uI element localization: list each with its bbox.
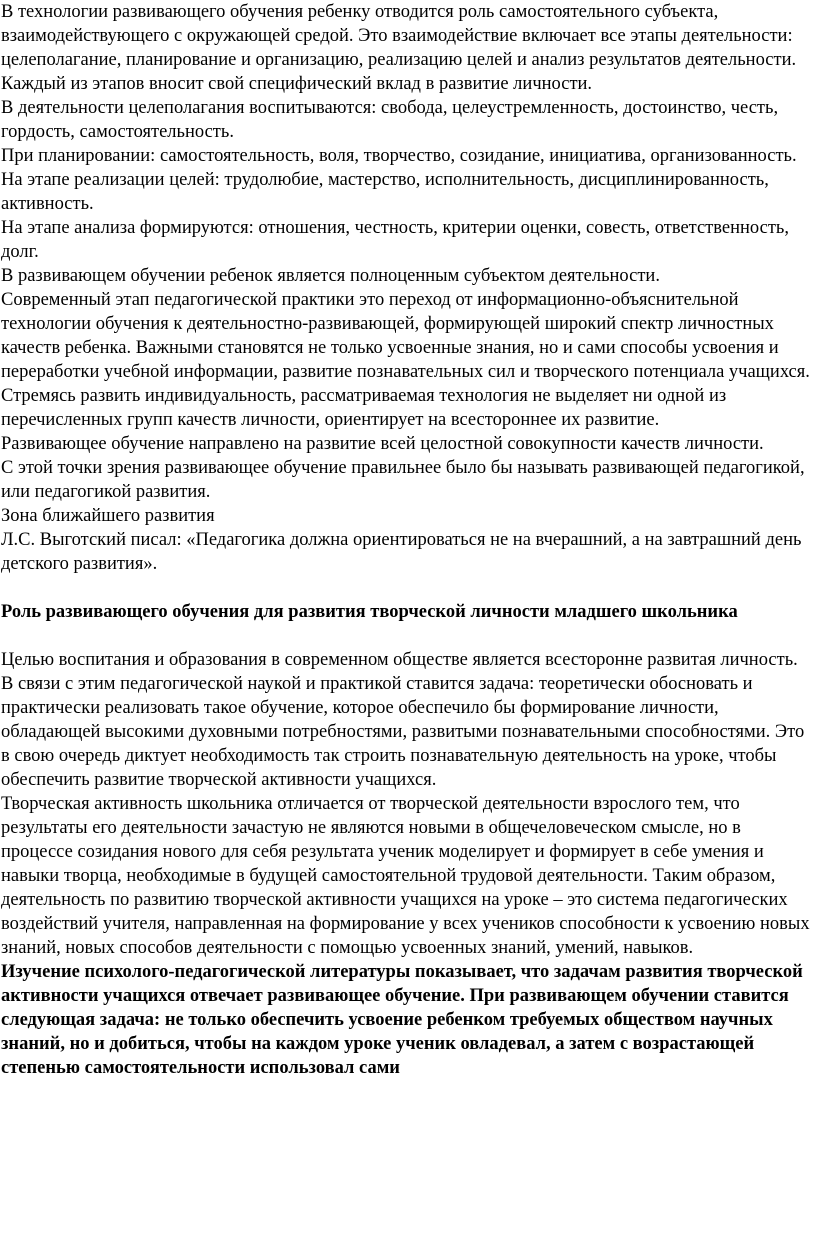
paragraph: Современный этап педагогической практики это переход от информационно-объяснительной технологии обучения к деятельностно-развивающей, формирующей широкий спектр личностных качеств ребенка. Важными становятся не только усвоенные знания, но и сами способы усвоения и переработки учебной информации, развитие познавательных сил и творческого потенциала учащихся. [1,290,810,382]
paragraph-emphasis: Изучение психолого-педагогической литературы показывает, что задачам развития творческой активности учащихся отвечает развивающее обучение. При развивающем обучении ставится следующая задача: не только обеспечить усвоение ребенком требуемых обществом научных знаний, но и добиться, чтобы на каждом уроке ученик овладевал, а затем с возрастающей степенью самостоятельности использовал сами [1,962,803,1078]
paragraph: Целью воспитания и образования в современном обществе является всесторонне развитая личность. В связи с этим педагогической наукой и практикой ставится задача: теоретически обосновать и практически реализовать такое обучение, которое обеспечило бы формирование личности, обладающей высокими духовными потребностями, развитыми познавательными способностями. Это в свою очередь диктует необходимость так строить познавательную деятельность на уроке, чтобы обеспечить развитие творческой активности учащихся. [1,650,805,790]
paragraph: Творческая активность школьника отличается от творческой деятельности взрослого тем, что результаты его деятельности зачастую не являются новыми в общечеловеческом смысле, но в процессе созидания нового для себя результата ученик моделирует и формирует в себе умения и навыки творца, необходимые в будущей самостоятельной трудовой деятельности. Таким образом, деятельность по развитию творческой активности учащихся на уроке – это система педагогических воздействий учителя, направленная на формирование у всех учеников способности к усвоению новых знаний, новых способов деятельности с помощью усвоенных знаний, умений, навыков. [1,794,810,958]
paragraph: В технологии развивающего обучения ребенку отводится роль самостоятельного субъекта, взаимодействующего с окружающей средой. Это взаимодействие включает все этапы деятельности: целеполагание, планирование и организацию, реализацию целей и анализ результатов деятельности. Каждый из этапов вносит свой специфический вклад в развитие личности. [1,2,797,94]
paragraph: Стремясь развить индивидуальность, рассматриваемая технология не выделяет ни одной из перечисленных групп качеств личности, ориентирует на всестороннее их развитие. [1,386,727,430]
section-heading: Роль развивающего обучения для развития творческой личности младшего школьника [1,602,738,622]
paragraph: Л.С. Выготский писал: «Педагогика должна ориентироваться не на вчерашний, а на завтрашний день детского развития». [1,530,802,574]
paragraph: При планировании: самостоятельность, воля, творчество, созидание, инициатива, организованность. [1,146,797,166]
paragraph: В деятельности целеполагания воспитываются: свобода, целеустремленность, достоинство, честь, гордость, самостоятельность. [1,98,779,142]
paragraph: С этой точки зрения развивающее обучение правильнее было бы называть развивающей педагогикой, или педагогикой развития. [1,458,805,502]
paragraph: В развивающем обучении ребенок является полноценным субъектом деятельности. [1,266,660,286]
paragraph: Развивающее обучение направлено на развитие всей целостной совокупности качеств личности. [1,434,764,454]
paragraph: Зона ближайшего развития [1,506,215,526]
spacer [1,576,810,600]
paragraph: На этапе реализации целей: трудолюбие, мастерство, исполнительность, дисциплинированность, активность. [1,170,769,214]
spacer [1,624,810,648]
paragraph: На этапе анализа формируются: отношения, честность, критерии оценки, совесть, ответственность, долг. [1,218,789,262]
